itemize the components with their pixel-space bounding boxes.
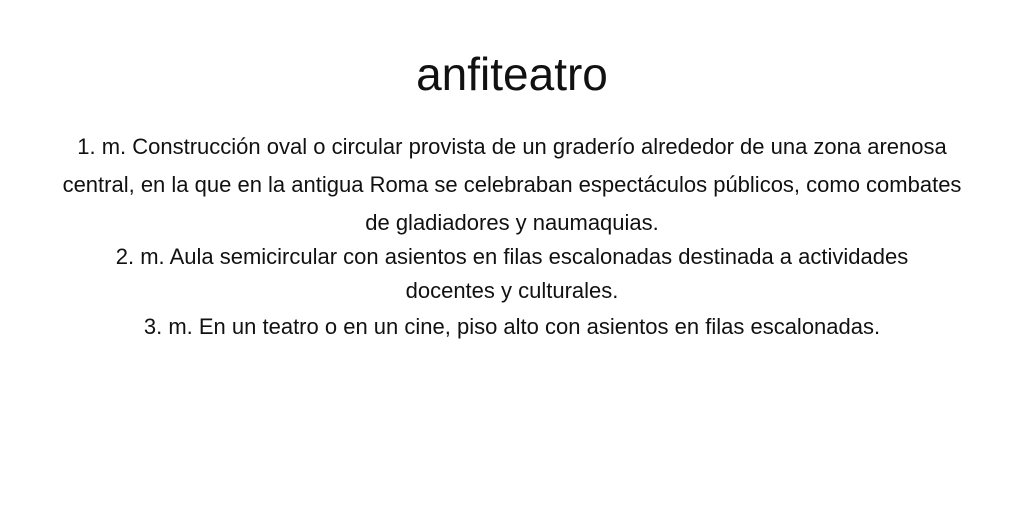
definition-2: 2. m. Aula semicircular con asientos en filas escalonadas destinada a actividades docentes y culturales. — [115, 244, 909, 303]
definition-1: 1. m. Construcción oval o circular provista de un graderío alrededor de una zona arenosa central, en la que en la antigua Roma se celebraban espectáculos públicos, como combates de gladiadores y naumaquias. — [62, 134, 962, 235]
definition-3: 3. m. En un teatro o en un cine, piso alto con asientos en filas escalonadas. — [143, 314, 881, 339]
definitions-list — [0, 128, 1024, 346]
entry-headword: anfiteatro — [416, 48, 608, 100]
